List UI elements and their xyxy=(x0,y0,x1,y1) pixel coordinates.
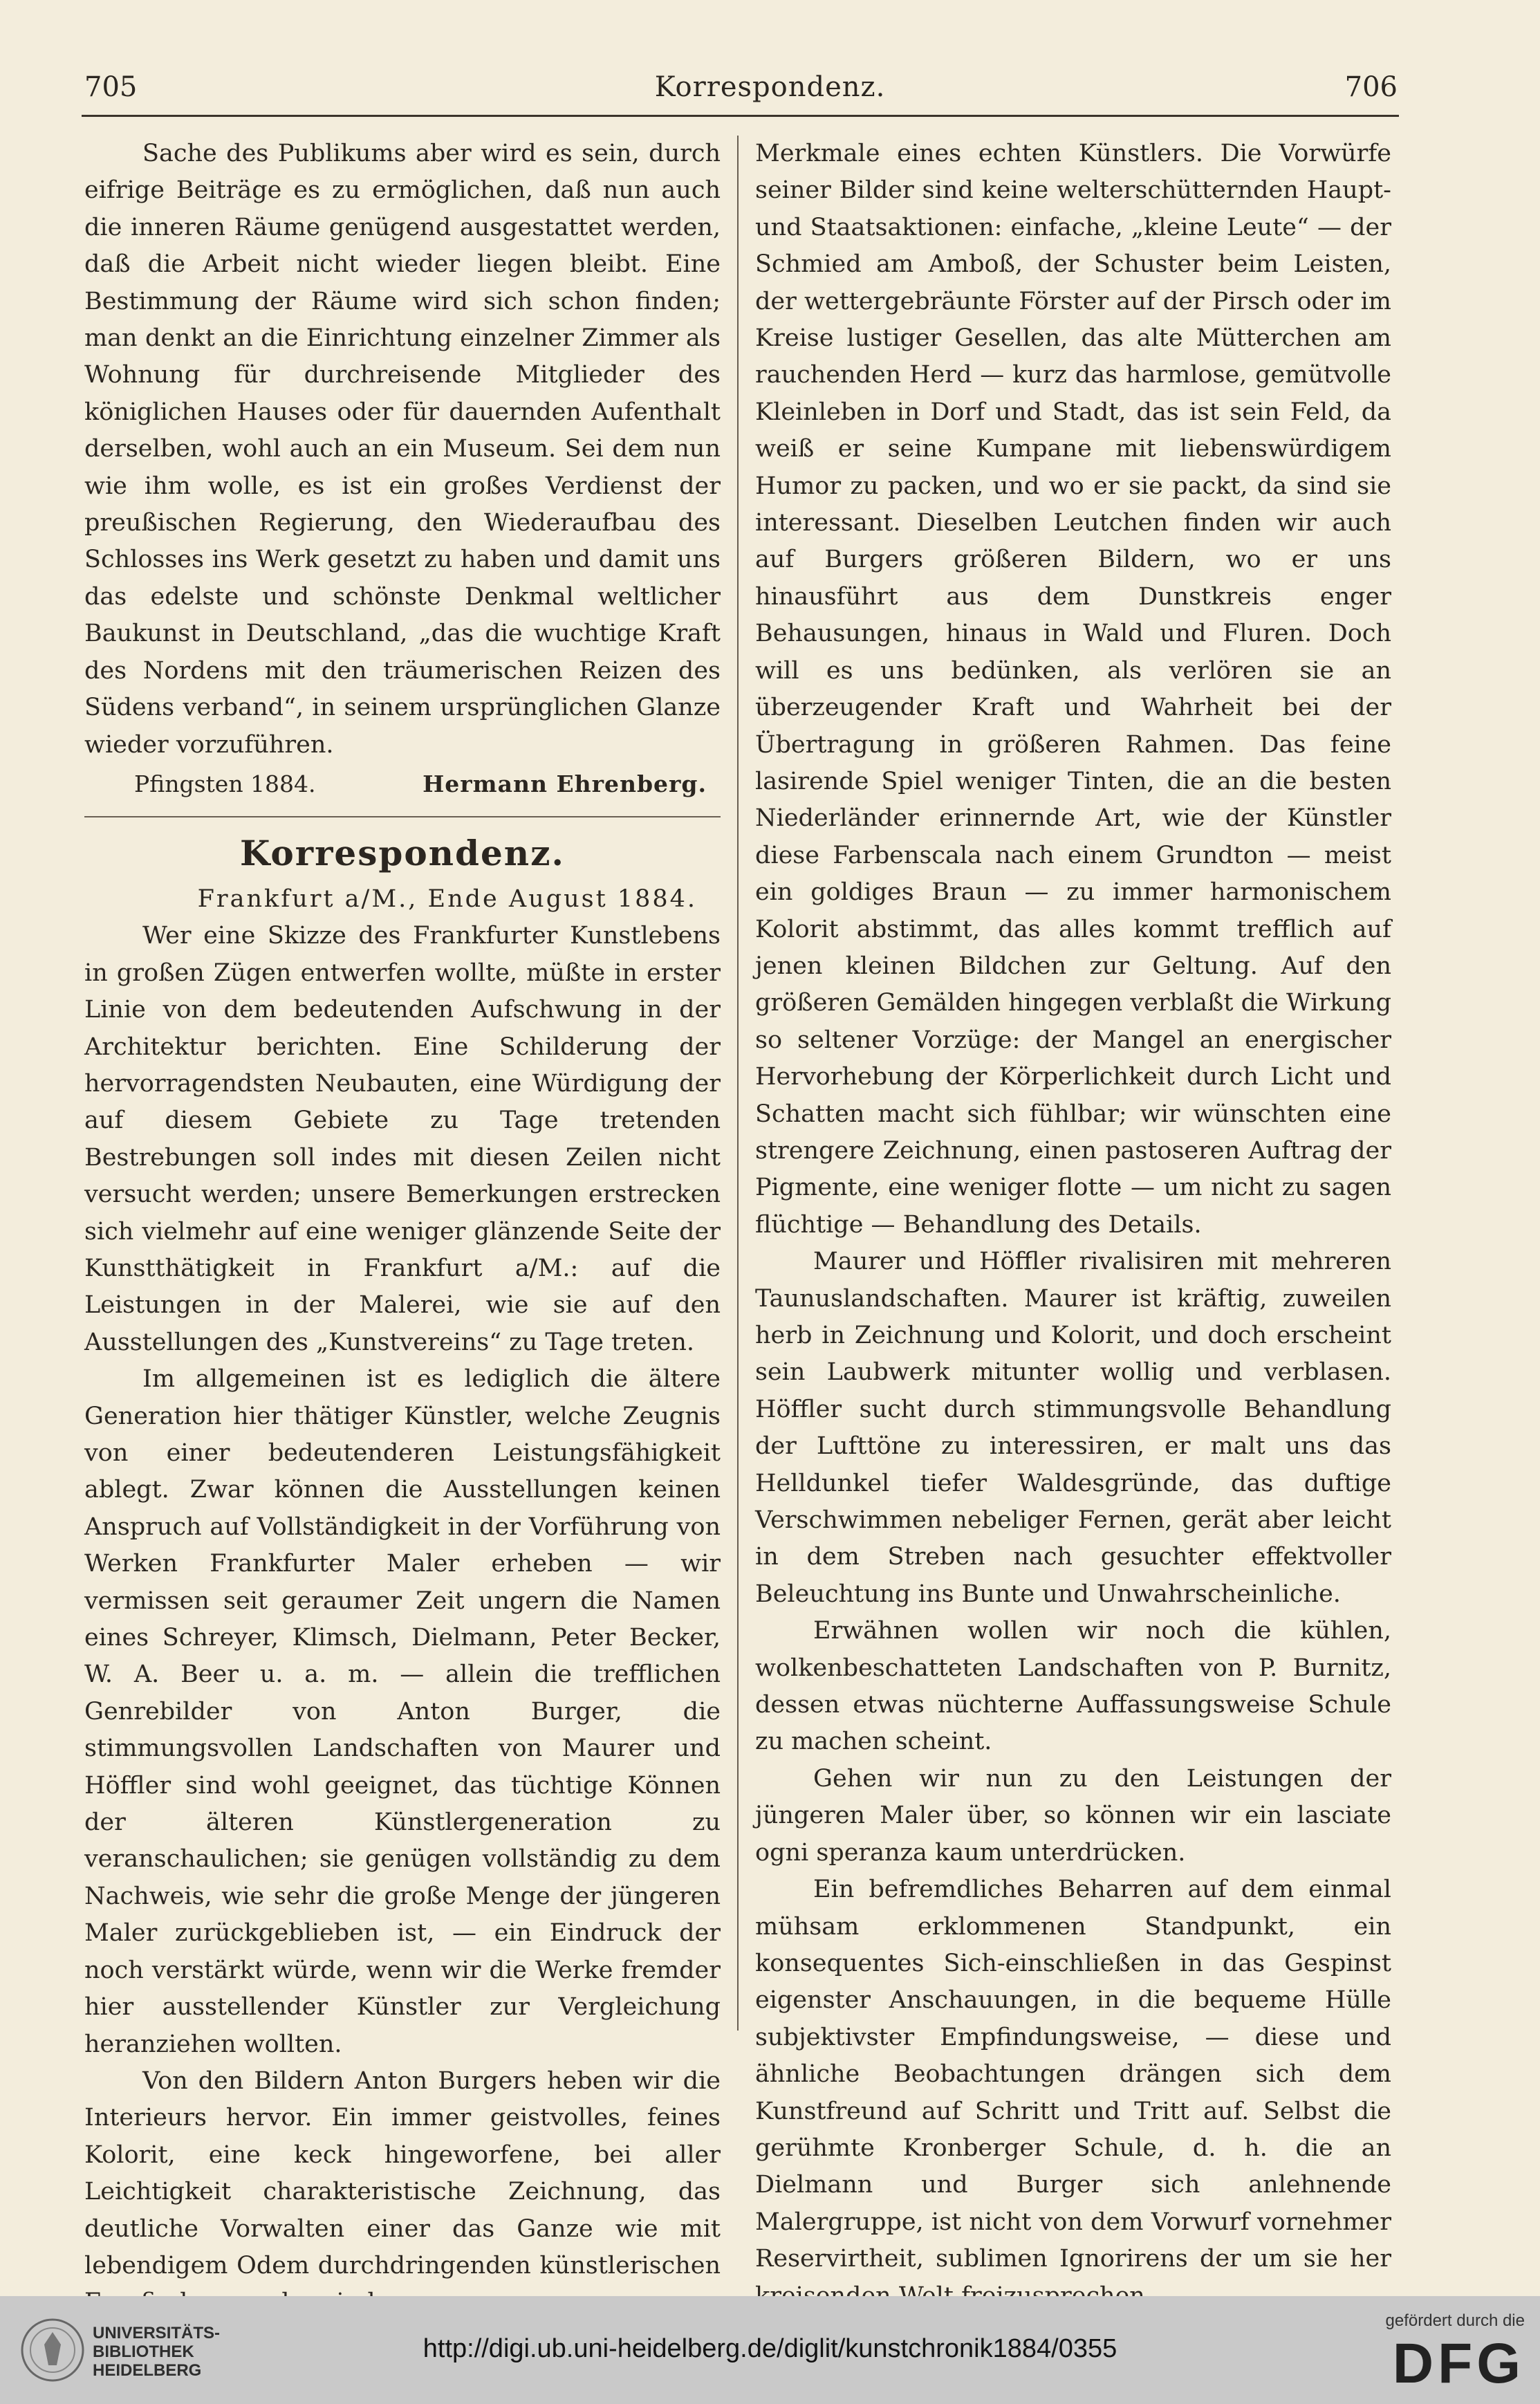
right-column xyxy=(755,136,1391,2315)
digitization-footer xyxy=(0,2296,1540,2404)
author-name: Hermann Ehrenberg. xyxy=(423,770,707,797)
paragraph: Maurer und Höffler rivalisiren mit mehreren Taunuslandschaften. Maurer ist kräftig, zuweilen herb in Zeichnung und Kolorit, und doch erscheint sein Laubwerk mitunter wollig und verblasen. Höffler sucht durch stimmungsvolle Behandlung der Lufttöne zu interessiren, er malt uns das Helldunkel tiefer Waldesgründe, das duftige Verschwimmen nebeliger Fernen, gerät aber leicht in dem Streben nach gesuchter effektvoller Beleuchtung ins Bunte und Unwahrscheinliche. xyxy=(755,1248,1391,1608)
paragraph: Ein befremdliches Beharren auf dem einmal mühsam erklommenen Standpunkt, ein konsequentes Sich-einschließen in das Gespinst eigenster Anschauungen, in die bequeme Hülle subjektivster Empfindungsweise, — diese und ähnliche Beobachtungen drängen sich dem Kunstfreund auf Schritt und Tritt auf. Selbst die gerühmte Kronberger Schule, d. h. die an Dielmann und Burger sich anlehnende Malergruppe, ist nicht von dem Vorwurf vornehmer Reservirtheit, sublimen Ignorirens der um sie her xyxy=(755,1876,1391,2273)
running-header xyxy=(0,66,1540,108)
funded-by-text: gefördert durch die xyxy=(1385,2311,1525,2330)
paragraph: Im allgemeinen ist es lediglich die ältere Generation hier thätiger Künstler, welche Zeugnis von einer bedeutenderen Leistungsfähigkeit ablegt. Zwar können die Ausstellungen keinen Anspruch auf Vollständigkeit in der Vorführung von Werken Frankfurter Maler erheben — wir vermissen seit geraumer Zeit ungern die Namen eines Schreyer, Klimsch, Dielmann, Peter Becker, W. A. Beer u. a. m. — allein die trefflichen Genrebilder von Anton Burger, die stimmungsvollen Landschaften von Maurer und Höffler sind wohl geeignet, das tüchtige Können der älteren Künstlergeneration zu veranschaulichen; sie genügen vollständig zu dem Nachweis, wie sehr die große Menge der jüngeren Maler zurückgeblieben ist, — ein Eindruck der noch verstärkt würde, wenn wir die Werke fremder hier ausstellender Künstler zur Vergleichung heranziehen wollten. xyxy=(84,1365,721,2058)
institution-line: HEIDELBERG xyxy=(93,2361,202,2380)
paragraph: Von den Bildern Anton Burgers heben wir die Interieurs hervor. Ein immer geistvolles, feines Kolorit, eine keck hingeworfene, bei aller Leichtigkeit charakteristische Zeichnung, das deutliche Vorwalten einer das Ganze wie mit lebendigem Odem durchdringenden künstlerischen xyxy=(84,2066,721,2280)
header-rule xyxy=(82,115,1399,117)
section-rule xyxy=(84,816,721,817)
paragraph: Sache des Publikums aber wird es sein, durch eifrige Beiträge es zu ermöglichen, daß nun auch die inneren Räume genügend ausgestattet werden, daß die Arbeit nicht wieder liegen bleibt. Eine Bestimmung der Räume wird sich schon finden; man denkt an die Einrichtung einzelner Zimmer als Wohnung für durchreisende Mitglieder des königlichen Hauses oder für dauernden Aufenthalt derselben, wohl auch an ein Museum. Sei dem nun wie ihm wolle, es ist ein großes Verdienst der preußischen Regierung, den Wiederaufbau des Schlosses ins Werk gesetzt zu haben und damit uns das edelste und schönste Denkmal weltlicher Baukunst in Deutschland, „das die wuchtige Kraft des Nordens mit den träumerischen Reizen des Südens verband“, in seinem ursprünglichen Glanze wieder vorzuführen. xyxy=(84,140,721,759)
funding-note xyxy=(1352,2311,1525,2397)
paragraph: Gehen wir nun zu den Leistungen der jüngeren Maler über, so können wir ein lasciate ogni speranza kaum unterdrücken. xyxy=(755,1764,1391,1867)
source-url-link[interactable]: http://digi.ub.uni-heidelberg.de/diglit/kunstchronik1884/0355 xyxy=(423,2334,1117,2363)
page-number-right: 706 xyxy=(1344,71,1398,103)
page-number-left: 705 xyxy=(84,71,138,103)
institution-line: UNIVERSITÄTS- xyxy=(93,2324,221,2342)
dateline: Frankfurt a/M., Ende August 1884. xyxy=(197,885,697,913)
signature-line xyxy=(84,764,721,805)
paragraph: Erwähnen wollen wir noch die kühlen, wolkenbeschatteten Landschaften von P. Burnitz, dessen etwas nüchterne Auffassungsweise Schule zu machen scheint. xyxy=(755,1617,1391,1756)
running-title: Korrespondenz. xyxy=(654,71,886,103)
section-title: Korrespondenz. xyxy=(240,832,565,873)
dfg-logo: DFG xyxy=(1392,2332,1525,2395)
column-divider xyxy=(737,136,739,2031)
institution-line: BIBLIOTHEK xyxy=(93,2342,194,2361)
paragraph: Wer eine Skizze des Frankfurter Kunstlebens in großen Zügen entwerfen wollte, müßte in erster Linie von dem bedeutenden Aufschwung in der Architektur berichten. Eine Schilderung der hervorragendsten Neubauten, eine Würdigung der auf diesem Gebiete zu Tage tretenden Bestrebungen soll indes mit diesen Zeilen nicht versucht werden; unsere Bemerkungen erstrecken sich vielmehr auf eine weniger glänzende Seite der Kunstthätigkeit in Frankfurt a/M.: auf die Leistungen in der Malerei, wie sie auf den Ausstellungen des „Kunstvereins“ zu Tage treten. xyxy=(84,922,721,1356)
paragraph: Merkmale eines echten Künstlers. Die Vorwürfe seiner Bilder sind keine welterschütternden Haupt- und Staatsaktionen: einfache, „kleine Leute“ — der Schmied am Amboß, der Schuster beim Leisten, der wettergebräunte Förster auf der Pirsch oder im Kreise lustiger Gesellen, das alte Mütterchen am rauchenden Herd — kurz das harmlose, gemütvolle Kleinleben in Dorf und Stadt, das ist sein Feld, da weiß er seine Kumpane mit liebenswürdigem Humor zu packen, und wo er sie packt, da sind sie interessant. Dieselben Leutchen finden wir auch auf Burgers größeren Bildern, wo er uns hinausführt aus dem Dunstkreis enger Behausungen, hinaus in Wald und Fluren. Doch will es uns bedünken, als verlören sie an überzeugender Kraft und Wahrheit bei der Übertragung in größeren Rahmen. Das feine lasirende Spiel weniger Tinten, die an die besten Niederländer erinnernde Art, wie der Künstler diese Farbenscala nach einem Grundton — meist ein goldiges Braun — zu immer harmonischem Kolorit abstimmt, das alles kommt trefflich auf jenen kleinen Bildchen zur Geltung. Auf den größeren Gemälden hingegen verblaßt die Wirkung so seltener Vorzüge: der Mangel an energischer Hervorhebung der Körperlichkeit durch Licht und Schatten macht sich fühlbar; wir wünschten eine strengere Zeichnung, einen pastoseren Auftrag der Pigmente, eine weniger flotte — um nicht zu sagen flüchtige — Behandlung des Details. xyxy=(755,140,1391,1239)
signature-date: Pfingsten 1884. xyxy=(134,770,316,797)
left-column xyxy=(84,136,721,2322)
